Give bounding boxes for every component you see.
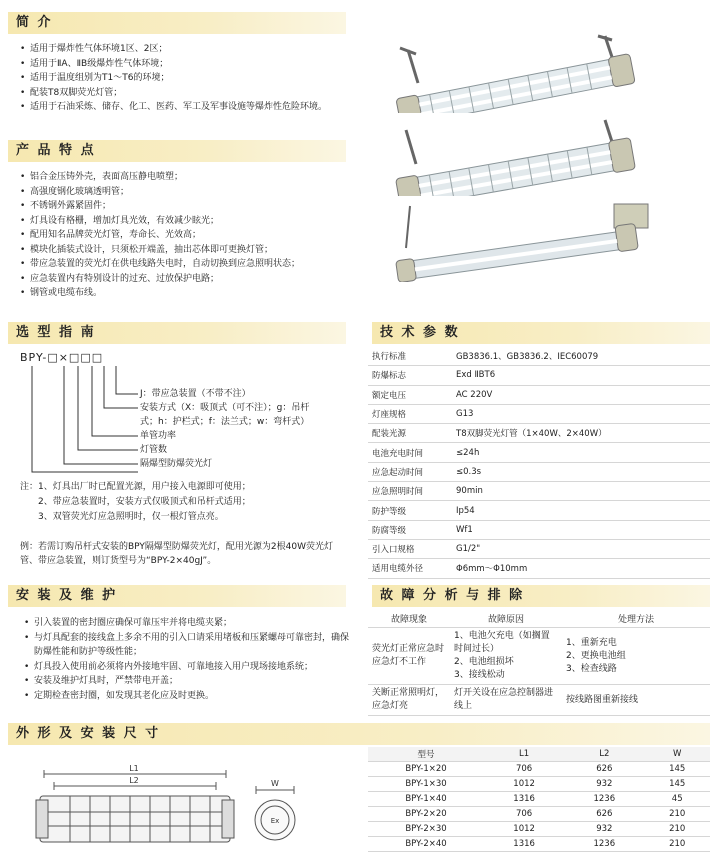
table-cell: 1012 bbox=[484, 777, 564, 792]
table-cell: 1236 bbox=[564, 837, 644, 852]
table-row bbox=[368, 559, 710, 578]
table-cell: 关断正常照明灯，应急灯亮 bbox=[368, 685, 450, 716]
table-cell: 1012 bbox=[484, 822, 564, 837]
features-heading: 产 品 特 点 bbox=[8, 140, 346, 162]
table-cell: 210 bbox=[644, 807, 710, 822]
list-item: • 模块化插装式设计，只须松开端盖，抽出芯体即可更换灯管； bbox=[18, 243, 358, 258]
table-row bbox=[368, 404, 710, 423]
fault-method: 按线路图重新接线 bbox=[566, 694, 639, 705]
list-item: • 适用于ⅡA、ⅡB级爆炸性气体环境； bbox=[18, 57, 358, 72]
table-cell: Wf1 bbox=[452, 520, 710, 539]
fault-method: 1、重新充电 bbox=[566, 637, 617, 648]
table-row bbox=[368, 347, 710, 366]
table-cell: BPY-1×20 bbox=[368, 762, 484, 777]
ex-mark: Ex bbox=[270, 817, 280, 825]
table-cell: 1316 bbox=[484, 792, 564, 807]
table-cell: Φ6mm～Φ10mm bbox=[452, 559, 710, 578]
list-item: • 与灯具配套的接线盒上多余不用的引入口请采用堵板和压紧螺母可靠密封，确保防爆性能和防护等级性能； bbox=[22, 631, 354, 660]
table-row bbox=[368, 837, 710, 852]
table-row bbox=[368, 443, 710, 462]
tech-table bbox=[368, 347, 710, 579]
list-item: • 应急装置内有特别设计的过充、过放保护电路； bbox=[18, 272, 358, 287]
table-row bbox=[368, 685, 710, 716]
list-item: • 引入装置的密封圈应确保可靠压牢并将电缆夹紧； bbox=[22, 616, 354, 631]
table-row bbox=[368, 366, 710, 385]
table-cell: 应急起动时间 bbox=[368, 462, 452, 481]
table-cell: 626 bbox=[564, 762, 644, 777]
list-item: • 配用知名品牌荧光灯管，寿命长、光效高； bbox=[18, 228, 358, 243]
list-item: • 适用于爆炸性气体环境1区、2区； bbox=[18, 42, 358, 57]
fault-method: 3、检查线路 bbox=[566, 663, 617, 674]
list-item: • 配装T8双脚荧光灯管； bbox=[18, 86, 358, 101]
intro-heading: 简 介 bbox=[8, 12, 346, 34]
table-row bbox=[368, 792, 710, 807]
table-cell: 灯座规格 bbox=[368, 404, 452, 423]
table-row bbox=[368, 482, 710, 501]
table-cell: 荧光灯正常应急时应急灯不工作 bbox=[368, 628, 450, 685]
dimension-label-w: W bbox=[271, 779, 279, 788]
table-cell: 626 bbox=[564, 807, 644, 822]
table-cell: 电池充电时间 bbox=[368, 443, 452, 462]
selection-note: 3、双管荧光灯应急照明时，仅一根灯管点亮。 bbox=[38, 512, 224, 522]
table-cell: GB3836.1、GB3836.2、IEC60079 bbox=[452, 347, 710, 366]
table-cell: 145 bbox=[644, 762, 710, 777]
table-header-cell: L1 bbox=[484, 747, 564, 762]
selection-label: 隔爆型防爆荧光灯 bbox=[140, 459, 213, 469]
table-cell: Ip54 bbox=[452, 501, 710, 520]
dimension-label-l2: L2 bbox=[129, 776, 139, 785]
table-row bbox=[368, 762, 710, 777]
table-header-cell: 故障现象 bbox=[368, 609, 450, 628]
intro-list bbox=[18, 42, 358, 115]
list-item: • 定期检查密封圈，如发现其老化应及时更换。 bbox=[22, 689, 354, 704]
fault-cause: 2、电池组损坏 bbox=[454, 657, 514, 668]
table-cell: BPY-2×30 bbox=[368, 822, 484, 837]
fault-heading: 故 障 分 析 与 排 除 bbox=[372, 585, 710, 607]
selection-note: 注：1、灯具出厂时已配置光源，用户接入电源即可使用； bbox=[20, 482, 251, 492]
table-cell: 引入口规格 bbox=[368, 539, 452, 558]
table-cell: Exd ⅡBT6 bbox=[452, 366, 710, 385]
table-cell: 210 bbox=[644, 822, 710, 837]
install-list bbox=[22, 616, 354, 703]
table-cell: BPY-2×40 bbox=[368, 837, 484, 852]
table-cell: 防护等级 bbox=[368, 501, 452, 520]
table-cell: 应急照明时间 bbox=[368, 482, 452, 501]
selection-label: 灯管数 bbox=[140, 445, 168, 455]
list-item: • 高强度钢化玻璃透明管； bbox=[18, 185, 358, 200]
selection-label: 安装方式（X：吸顶式（可不注）；g：吊杆 bbox=[140, 403, 310, 413]
selection-label: 单管功率 bbox=[140, 431, 177, 441]
table-cell: ≤24h bbox=[452, 443, 710, 462]
table-header-cell: 型号 bbox=[368, 747, 484, 762]
table-cell: 1316 bbox=[484, 837, 564, 852]
table-cell: 706 bbox=[484, 762, 564, 777]
list-item: • 带应急装置的荧光灯在供电线路失电时，自动切换到应急照明状态； bbox=[18, 257, 358, 272]
dimension-label-l1: L1 bbox=[129, 764, 139, 773]
table-row bbox=[368, 520, 710, 539]
list-item: • 铝合金压铸外壳，表面高压静电喷塑； bbox=[18, 170, 358, 185]
table-cell: 706 bbox=[484, 807, 564, 822]
lamp-image-2 bbox=[390, 116, 640, 196]
lamp-image-3 bbox=[392, 200, 652, 282]
list-item: • 不锈钢外露紧固件； bbox=[18, 199, 358, 214]
list-item: • 安装及维护灯具时，严禁带电开盖； bbox=[22, 674, 354, 689]
table-row bbox=[368, 462, 710, 481]
fault-cause: 1、电池欠充电（如搁置时间过长） bbox=[454, 631, 550, 655]
selection-label: J：带应急装置（不带不注） bbox=[140, 389, 251, 399]
table-cell: 额定电压 bbox=[368, 385, 452, 404]
table-cell: 45 bbox=[644, 792, 710, 807]
table-cell: T8双脚荧光灯管（1×40W、2×40W） bbox=[452, 424, 710, 443]
selection-label: 式；h：护栏式；f：法兰式；w：弯杆式） bbox=[140, 417, 310, 427]
table-row bbox=[368, 628, 710, 685]
table-cell: 145 bbox=[644, 777, 710, 792]
table-cell: BPY-1×30 bbox=[368, 777, 484, 792]
selection-heading: 选 型 指 南 bbox=[8, 322, 346, 344]
table-cell: 210 bbox=[644, 837, 710, 852]
fault-method: 2、更换电池组 bbox=[566, 650, 626, 661]
selection-note: 2、带应急装置时，安装方式仅吸顶式和吊杆式适用； bbox=[38, 497, 251, 507]
fault-cause: 3、接线松动 bbox=[454, 670, 505, 681]
table-cell: 90min bbox=[452, 482, 710, 501]
fault-cause: 灯开关设在应急控制器进线上 bbox=[454, 688, 554, 712]
table-cell bbox=[562, 628, 710, 685]
fault-table bbox=[368, 609, 710, 716]
table-row bbox=[368, 609, 710, 628]
table-row bbox=[368, 807, 710, 822]
table-cell: 932 bbox=[564, 822, 644, 837]
list-item: • 灯具设有格栅，增加灯具光效，有效减少眩光； bbox=[18, 214, 358, 229]
table-cell: AC 220V bbox=[452, 385, 710, 404]
table-row bbox=[368, 539, 710, 558]
list-item: • 适用于温度组别为T1～T6的环境； bbox=[18, 71, 358, 86]
table-header-cell: L2 bbox=[564, 747, 644, 762]
install-heading: 安 装 及 维 护 bbox=[8, 585, 346, 607]
table-header-cell: W bbox=[644, 747, 710, 762]
table-row bbox=[368, 424, 710, 443]
table-row bbox=[368, 501, 710, 520]
selection-bracket-lines bbox=[20, 364, 160, 474]
table-cell: G1/2" bbox=[452, 539, 710, 558]
table-row bbox=[368, 385, 710, 404]
table-cell bbox=[450, 628, 562, 685]
table-row bbox=[368, 747, 710, 762]
table-cell: 1236 bbox=[564, 792, 644, 807]
table-cell: 配装光源 bbox=[368, 424, 452, 443]
table-cell: G13 bbox=[452, 404, 710, 423]
lamp-image-1 bbox=[390, 28, 640, 113]
table-cell bbox=[562, 685, 710, 716]
table-cell: ≤0.3s bbox=[452, 462, 710, 481]
table-cell: BPY-1×40 bbox=[368, 792, 484, 807]
table-header-cell: 故障原因 bbox=[450, 609, 562, 628]
table-cell: 932 bbox=[564, 777, 644, 792]
table-row bbox=[368, 822, 710, 837]
table-cell: 执行标准 bbox=[368, 347, 452, 366]
table-cell: BPY-2×20 bbox=[368, 807, 484, 822]
table-row bbox=[368, 777, 710, 792]
table-cell: 适用电缆外径 bbox=[368, 559, 452, 578]
list-item: • 钢管或电缆布线。 bbox=[18, 286, 358, 301]
selection-example: 例：若需订购吊杆式安装的BPY隔爆型防爆荧光灯，配用光源为2根40W荧光灯管、带应急装置，则订货型号为“BPY-2×40gJ”。 bbox=[20, 542, 333, 566]
table-cell bbox=[450, 685, 562, 716]
tech-heading: 技 术 参 数 bbox=[372, 322, 710, 344]
model-code: BPY-□×□□□ bbox=[20, 351, 104, 364]
table-header-cell: 处理方法 bbox=[562, 609, 710, 628]
table-cell: 防腐等级 bbox=[368, 520, 452, 539]
list-item: • 适用于石油采炼、储存、化工、医药、军工及军事设施等爆炸性危险环境。 bbox=[18, 100, 358, 115]
dimension-drawing bbox=[30, 762, 350, 858]
list-item: • 灯具投入使用前必须将内外接地牢固、可靠地接入用户现场接地系统； bbox=[22, 660, 354, 675]
dimensions-heading: 外 形 及 安 装 尺 寸 bbox=[8, 723, 710, 745]
dimensions-table bbox=[368, 747, 710, 852]
table-cell: 防爆标志 bbox=[368, 366, 452, 385]
features-list bbox=[18, 170, 358, 301]
